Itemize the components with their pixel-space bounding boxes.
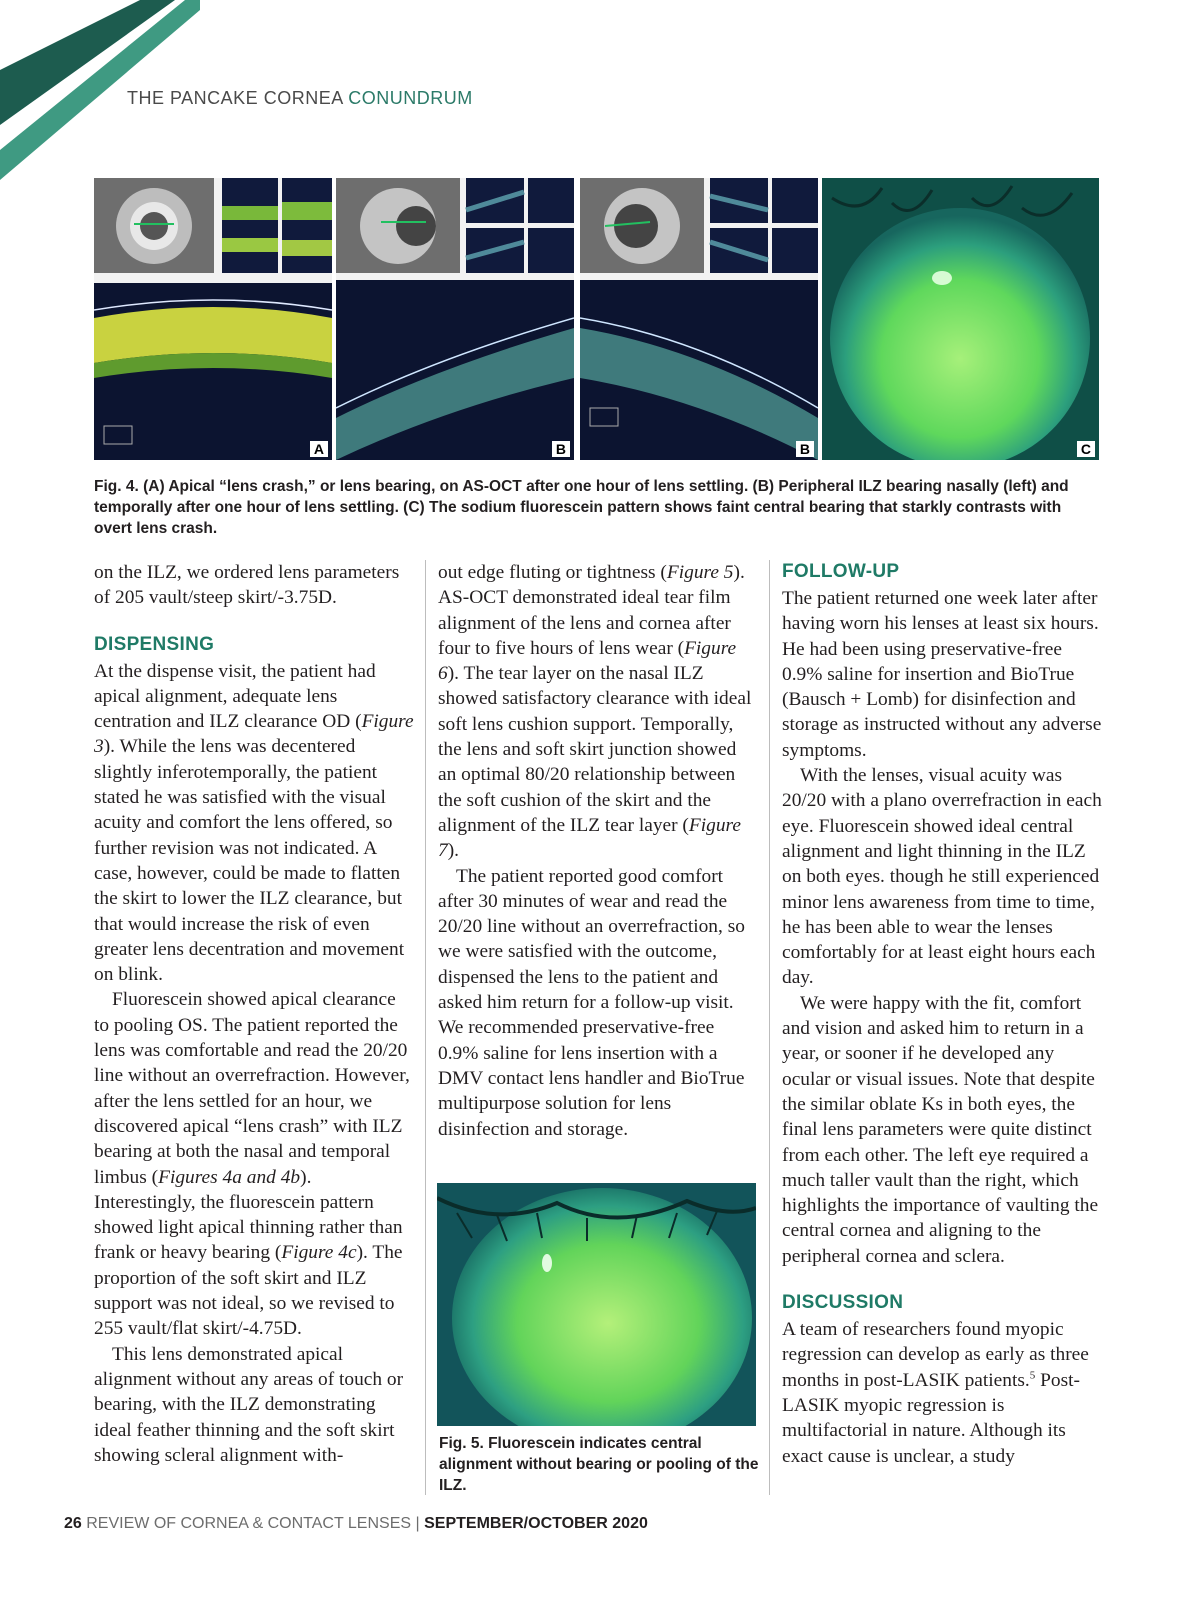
- figure-ref: Figure 6: [438, 637, 737, 685]
- oct-scan-image: [336, 178, 574, 460]
- header-title-accent: CONUNDRUM: [348, 88, 473, 108]
- paragraph: The patient reported good comfort after 30 minutes of wear and read the 20/20 line without an overrefraction, so we were satisfied with the outcome, dispensed the lens to the patient and asked him return for a follow-up visit. We recommended preservative-free 0.9% saline for lens insertion with a DMV contact lens handler and BioTrue multipurpose solution for lens disinfection and storage.: [438, 865, 745, 1140]
- text-column-3: [782, 560, 1102, 1469]
- paragraph: This lens demonstrated apical alignment without any areas of touch or bearing, with the ILZ demonstrating ideal feather thinning and the soft skirt showing scleral alignment with-: [94, 1343, 404, 1466]
- fluorescein-eye-image: [437, 1183, 756, 1426]
- figure-4: [94, 178, 1099, 463]
- section-heading-discussion: DISCUSSION: [782, 1292, 904, 1314]
- figure-4c-fluorescein-panel: [822, 178, 1099, 460]
- journal-name: REVIEW OF CORNEA & CONTACT LENSES: [86, 1515, 412, 1532]
- column-divider: [769, 560, 770, 1495]
- column-divider: [425, 560, 426, 1495]
- paragraph: At the dispense visit, the patient had apical alignment, adequate lens centration and ILZ clearance OD (Figure 3). While the lens was decentered slightly inferotemporally, the patient stated he was satisfied with the visual acuity and comfort the lens offered, so further revision was not indicated. A case, however, could be made to flatten the skirt to lower the ILZ clearance, but that would increase the risk of even greater lens decentration and movement on blink.: [94, 660, 414, 986]
- figure-4b-nasal-panel: [336, 178, 574, 460]
- text-column-2: [438, 560, 756, 1142]
- figure-4-caption: Fig. 4. (A) Apical “lens crash,” or lens bearing, on AS-OCT after one hour of lens settling. (B) Peripheral ILZ bearing nasally (left) and temporally after one hour of lens settling. (C) The sodium fluorescein pattern shows faint central bearing that starkly contrasts with overt lens crash.: [94, 478, 1069, 537]
- paragraph: out edge fluting or tightness (Figure 5). AS-OCT demonstrated ideal tear film alignment of the lens and cornea after four to five hours of lens wear (Figure 6). The tear layer on the nasal ILZ showed satisfactory clearance with ideal soft lens cushion support. Temporally, the lens and soft skirt junction showed an optimal 80/20 relationship between the soft cushion of the skirt and the alignment of the ILZ tear layer (Figure 7).: [438, 562, 752, 862]
- text-column-1: [94, 560, 414, 1468]
- page-number: 26: [64, 1515, 82, 1532]
- paragraph: The patient returned one week later after having worn his lenses at least six hours. He had been using preservative-free 0.9% saline for insertion and BioTrue (Bausch + Lomb) for disinfection and storage as instructed without any adverse symptoms.: [782, 588, 1102, 761]
- figure-ref: Figure 4c: [281, 1242, 357, 1264]
- panel-letter-a: A: [310, 441, 328, 457]
- figure-4b-temporal-panel: [580, 178, 818, 460]
- paragraph: on the ILZ, we ordered lens parameters of 205 vault/steep skirt/-3.75D.: [94, 562, 400, 609]
- panel-letter-b-left: B: [552, 441, 570, 457]
- section-heading-dispensing: DISPENSING: [94, 633, 215, 655]
- reference-number: 5: [1029, 1369, 1036, 1382]
- running-header: [127, 88, 473, 109]
- figure-ref: Figure 7: [438, 814, 741, 862]
- oct-scan-image: [94, 178, 332, 460]
- section-heading-follow-up: FOLLOW-UP: [782, 561, 900, 582]
- footer-separator: |: [415, 1515, 420, 1532]
- page-footer: [64, 1515, 648, 1533]
- paragraph: Fluorescein showed apical clearance to pooling OS. The patient reported the lens was comfortable and read the 20/20 line without an overrefraction. However, after the lens settled for an hour, we discovered apical “lens crash” with ILZ bearing at both the nasal and temporal limbus (Figures 4a and 4b). Interestingly, the fluorescein pattern showed light apical thinning rather than frank or heavy bearing (Figure 4c). The proportion of the soft skirt and ILZ support was not ideal, so we revised to 255 vault/flat skirt/-4.75D.: [94, 989, 410, 1340]
- figure-5-fluorescein-image: [437, 1183, 756, 1426]
- paragraph: With the lenses, visual acuity was 20/20 with a plano overrefraction in each eye. Fluorescein showed ideal central alignment and light thinning in the ILZ on both eyes. though he still experienced minor lens awareness from time to time, he has been able to wear the lenses comfortably for at least eight hours each day.: [782, 765, 1102, 989]
- panel-letter-b-right: B: [796, 441, 814, 457]
- panel-letter-c: C: [1077, 441, 1095, 457]
- paragraph: A team of researchers found myopic regression can develop as early as three months in post-LASIK patients.$^5$ Post-LASIK myopic regression is multifactorial in nature. Although its exact cause is unclear, a study: [782, 1319, 1089, 1467]
- figure-ref: Figure 5: [666, 562, 734, 583]
- oct-scan-image: [580, 178, 818, 460]
- figure-ref: Figures 4a and 4b: [158, 1166, 301, 1188]
- header-title: THE PANCAKE CORNEA: [127, 88, 349, 108]
- figure-4a-oct-panel: [94, 178, 332, 460]
- figure-ref: Figure 3: [94, 711, 414, 758]
- figure-5-caption: Fig. 5. Fluorescein indicates central alignment without bearing or pooling of the ILZ.: [439, 1435, 759, 1494]
- issue-date: SEPTEMBER/OCTOBER 2020: [424, 1515, 648, 1532]
- fluorescein-eye-image: [822, 178, 1099, 460]
- paragraph: We were happy with the fit, comfort and vision and asked him to return in a year, or sooner if he developed any ocular or visual issues. Note that despite the similar oblate Ks in both eyes, the final lens parameters were quite distinct from each other. The left eye required a much taller vault than the right, which highlights the importance of vaulting the central cornea and aligning to the peripheral cornea and sclera.: [782, 992, 1099, 1267]
